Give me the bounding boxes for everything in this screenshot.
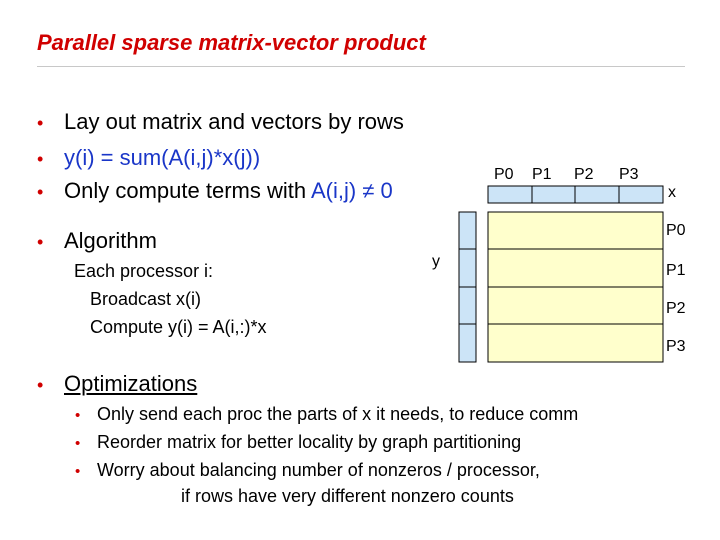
- bullet-dot: •: [75, 463, 81, 480]
- algorithm-heading: Algorithm: [64, 228, 157, 253]
- row-label-p2: P2: [666, 300, 686, 317]
- bullet-dot: •: [75, 407, 81, 424]
- algorithm-line-1: Each processor i:: [74, 261, 214, 281]
- bullet-3-text: Only compute terms with: [64, 178, 311, 203]
- bullet-3-highlight: A(i,j) ≠ 0: [310, 178, 393, 203]
- bullet-dot: •: [37, 232, 44, 252]
- optimization-item-3-text: Worry about balancing number of nonzeros / processor,: [97, 460, 540, 480]
- bullet-dot: •: [37, 375, 44, 395]
- algorithm-line-2: Broadcast x(i): [90, 289, 202, 309]
- bullet-1-text: Lay out matrix and vectors by rows: [64, 109, 404, 134]
- slide-title: Parallel sparse matrix-vector product: [37, 30, 426, 55]
- bullet-dot: •: [37, 182, 44, 202]
- column-label-p1: P1: [532, 166, 552, 183]
- bullet-dot: •: [37, 113, 44, 133]
- row-label-p1: P1: [666, 262, 686, 279]
- column-label-p0: P0: [494, 166, 514, 183]
- bullet-dot: •: [37, 149, 44, 169]
- row-label-p0: P0: [666, 222, 686, 239]
- optimization-item-1-text: Only send each proc the parts of x it needs, to reduce comm: [97, 404, 579, 424]
- optimization-item-2-text: Reorder matrix for better locality by graph partitioning: [97, 432, 522, 452]
- row-label-p3: P3: [666, 338, 686, 355]
- column-label-p2: P2: [574, 166, 594, 183]
- y-vector-label: y: [432, 253, 440, 270]
- column-label-p3: P3: [619, 166, 639, 183]
- bullet-dot: •: [75, 435, 81, 452]
- x-vector-label: x: [668, 184, 676, 201]
- algorithm-line-3: Compute y(i) = A(i,:)*x: [90, 317, 267, 337]
- bullet-2-text: y(i) = sum(A(i,j)*x(j)): [64, 145, 261, 170]
- optimization-item-3-continuation: if rows have very different nonzero counts: [181, 486, 514, 506]
- optimizations-heading: Optimizations: [64, 371, 198, 396]
